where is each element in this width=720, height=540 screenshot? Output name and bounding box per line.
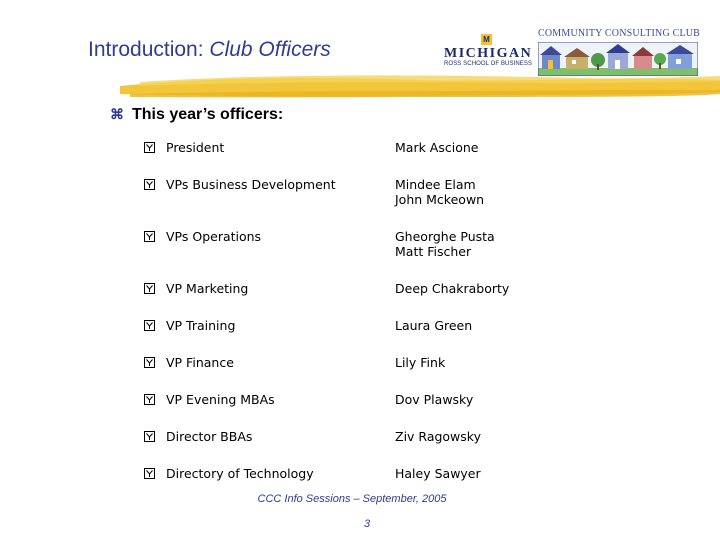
officer-role: Director BBAs xyxy=(166,429,253,444)
z-bullet-icon: ⌘ xyxy=(110,106,124,122)
officer-role: VP Evening MBAs xyxy=(166,392,275,407)
michigan-logo xyxy=(444,34,533,68)
section-heading xyxy=(110,106,283,124)
heading-text: This year’s officers: xyxy=(132,106,284,123)
title-main: Introduction: xyxy=(88,38,210,61)
y-bullet-icon xyxy=(144,320,155,331)
yellow-brush-stroke xyxy=(120,72,720,102)
officer-role: President xyxy=(166,140,225,155)
y-bullet-icon xyxy=(144,231,155,242)
officer-name: John Mckeown xyxy=(395,192,485,207)
y-bullet-icon xyxy=(144,283,155,294)
officer-names xyxy=(395,229,495,259)
officer-name: Matt Fischer xyxy=(395,244,472,259)
officer-role: VP Training xyxy=(166,318,236,333)
officer-role: Directory of Technology xyxy=(166,466,314,481)
y-bullet-icon xyxy=(144,468,155,479)
officer-name: Gheorghe Pusta xyxy=(395,229,495,244)
officer-name: Laura Green xyxy=(395,318,473,333)
officer-name: Lily Fink xyxy=(395,355,446,370)
block-m-icon: M xyxy=(481,34,492,45)
logo-school: ROSS SCHOOL OF BUSINESS xyxy=(444,61,533,67)
officer-role: VPs Operations xyxy=(166,229,262,244)
footer-text: CCC Info Sessions – September, 2005 xyxy=(257,493,447,505)
logo-wordmark: MICHIGAN xyxy=(444,46,533,61)
page-number: 3 xyxy=(364,518,371,530)
officer-role: VP Marketing xyxy=(166,281,249,296)
y-bullet-icon xyxy=(144,142,155,153)
officer-name: Mark Ascione xyxy=(395,140,479,155)
y-bullet-icon xyxy=(144,179,155,190)
officer-name: Mindee Elam xyxy=(395,177,476,192)
officer-name: Deep Chakraborty xyxy=(395,281,510,296)
club-label: COMMUNITY CONSULTING CLUB xyxy=(538,28,701,39)
y-bullet-icon xyxy=(144,431,155,442)
title-sub: Club Officers xyxy=(209,38,331,61)
officer-name: Ziv Ragowsky xyxy=(395,429,481,444)
officer-name: Haley Sawyer xyxy=(395,466,481,481)
y-bullet-icon xyxy=(144,394,155,405)
slide-title xyxy=(88,38,331,62)
y-bullet-icon xyxy=(144,357,155,368)
officer-role: VPs Business Development xyxy=(166,177,336,192)
officer-name: Dov Plawsky xyxy=(395,392,474,407)
officer-role: VP Finance xyxy=(166,355,234,370)
officer-names xyxy=(395,177,484,207)
neighborhood-illustration xyxy=(538,42,698,76)
